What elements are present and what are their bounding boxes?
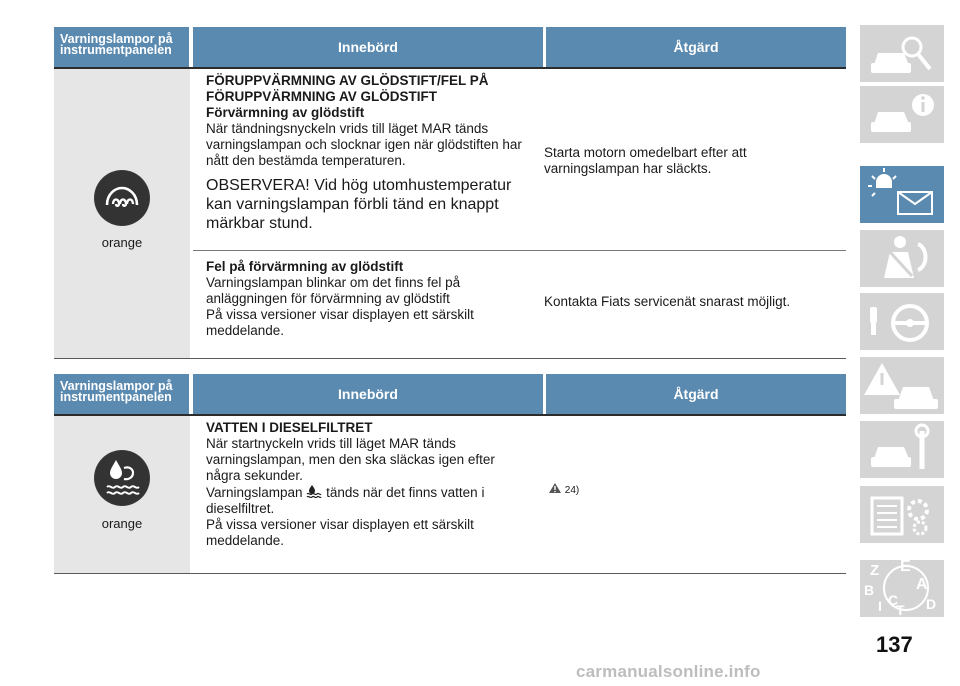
sidebar-tab-emergency[interactable] <box>860 357 944 414</box>
header-action: Åtgärd <box>546 27 846 67</box>
index-letter: A <box>916 576 928 593</box>
watermark: carmanualsonline.info <box>576 662 761 681</box>
index-letter: T <box>896 602 905 618</box>
row-description: Varningslampan blinkar om det finns fel på anläggningen för förvärmning av glödstift <box>206 275 461 306</box>
sidebar-tab-safety[interactable] <box>860 230 944 287</box>
warning-table-glow-plug <box>54 27 846 359</box>
header-warning-lamps: Varningslampor på instrumentpanelen <box>54 374 189 414</box>
sidebar-tab-maintenance[interactable] <box>860 421 944 478</box>
index-letter: I <box>878 598 882 614</box>
sidebar-tab-index[interactable] <box>860 560 944 617</box>
index-letter: C <box>888 592 899 608</box>
meaning-cell <box>206 73 536 233</box>
action-reference: 24) <box>564 485 580 496</box>
row-description: När startnyckeln vrids till läget MAR tänds varningslampan, men den ska släckas igen efter några sekunder. <box>206 436 495 483</box>
text-after-icon: tänds när det finns vatten i dieselfiltret. <box>206 485 485 516</box>
glow-plug-icon <box>94 170 150 226</box>
table-header <box>54 27 846 67</box>
action-cell: Kontakta Fiats servicenät snarast möjligt. <box>544 294 791 309</box>
lamp-color-label: orange <box>101 516 143 531</box>
table-header <box>54 374 846 414</box>
row-description-2: På vissa versioner visar displayen ett särskilt meddelande. <box>206 517 474 548</box>
header-meaning: Innebörd <box>193 27 543 67</box>
row-divider <box>193 250 846 251</box>
warning-light-message-icon <box>860 166 944 223</box>
row-title: VATTEN I DIESELFILTRET <box>206 420 373 435</box>
water-in-fuel-icon <box>306 484 322 498</box>
row-subtitle: Fel på förvärmning av glödstift <box>206 259 404 274</box>
lamp-column <box>54 69 190 358</box>
warning-table-water-in-fuel <box>54 374 846 576</box>
seatbelt-airbag-icon <box>860 230 944 287</box>
sidebar-tab-car-search[interactable] <box>860 25 944 82</box>
header-meaning: Innebörd <box>193 374 543 414</box>
row-title: FÖRUPPVÄRMNING AV GLÖDSTIFT/FEL PÅ FÖRUPPVÄRMNING AV GLÖDSTIFT <box>206 73 489 104</box>
index-letter: Z <box>870 562 880 579</box>
sidebar-tab-car-info[interactable] <box>860 86 944 143</box>
meaning-cell <box>206 420 506 549</box>
lamp-color-label: orange <box>101 235 143 250</box>
water-in-fuel-icon <box>94 450 150 506</box>
header-action: Åtgärd <box>546 374 846 414</box>
car-search-icon <box>860 25 944 82</box>
meaning-cell <box>206 259 536 339</box>
lamp-column <box>54 416 190 573</box>
car-wrench-icon <box>860 421 944 478</box>
action-cell: Starta motorn omedelbart efter att varningslampan har släckts. <box>544 145 747 176</box>
sidebar-tab-warning-lights[interactable] <box>860 166 944 223</box>
specs-gear-icon <box>860 486 944 543</box>
row-note: OBSERVERA! Vid hög utomhustemperatur kan varningslampan förbli tänd en knappt märkbar stund. <box>206 177 512 232</box>
index-letter: D <box>926 596 937 612</box>
index-letter: E <box>900 558 911 575</box>
table-end-line <box>54 358 846 359</box>
index-letter: B <box>864 582 875 598</box>
header-warning-lamps: Varningslampor på instrumentpanelen <box>54 27 189 67</box>
row-description-2: På vissa versioner visar displayen ett särskilt meddelande. <box>206 307 474 338</box>
row-description: När tändningsnyckeln vrids till läget MAR tänds varningslampan och slocknar igen när glödstiften har nått den bestämda temperaturen. <box>206 121 522 168</box>
row-description-icon-line <box>206 484 506 517</box>
action-cell <box>548 482 748 499</box>
car-warning-triangle-icon <box>860 357 944 414</box>
steering-wheel-key-icon <box>860 293 944 350</box>
row-subtitle: Förvärmning av glödstift <box>206 105 365 120</box>
warning-triangle-icon <box>548 482 562 494</box>
table-end-line <box>54 573 846 574</box>
text-before-icon: Varningslampan <box>206 485 303 500</box>
car-info-icon <box>860 86 944 143</box>
page-number: 137 <box>876 632 913 657</box>
sidebar-tab-starting-driving[interactable] <box>860 293 944 350</box>
sidebar-tab-technical-data[interactable] <box>860 486 944 543</box>
